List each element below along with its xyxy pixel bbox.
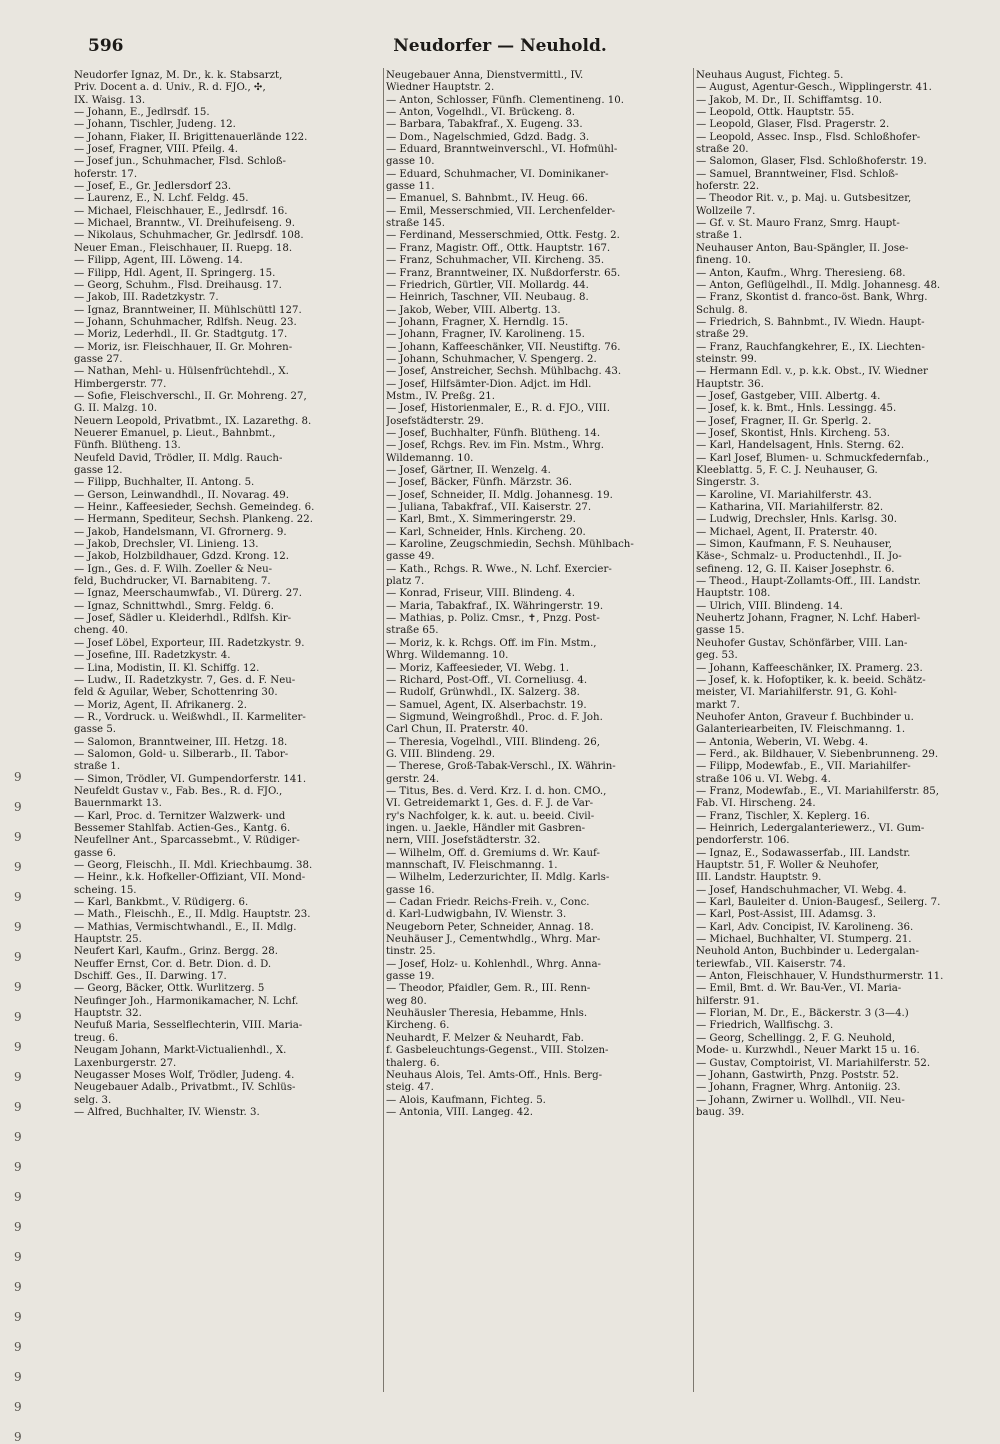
directory-entry: — Michael, Buchhalter, VI. Stumperg. 21. xyxy=(696,934,912,946)
directory-entry: — Eduard, Schuhmacher, VI. Dominikaner- xyxy=(386,168,609,180)
directory-entry: — Samuel, Agent, IX. Alserbachstr. 19. xyxy=(386,699,587,711)
directory-entry: Carl Chun, II. Praterstr. 40. xyxy=(386,724,529,736)
margin-mark: 9 xyxy=(14,1370,22,1384)
column-divider xyxy=(383,68,384,1392)
directory-entry: — Ferd., ak. Bildhauer, V. Siebenbrunneng. 29. xyxy=(696,748,939,760)
directory-entry: — Math., Fleischh., E., II. Mdlg. Hauptstr. 23. xyxy=(74,909,311,921)
page-number: 596 xyxy=(88,36,124,56)
directory-entry: — Simon, Trödler, VI. Gumpendorferstr. 141. xyxy=(74,773,307,785)
directory-entry: — Mathias, p. Poliz. Cmsr., ✝, Pnzg. Post- xyxy=(386,613,600,625)
margin-mark: 9 xyxy=(14,1310,22,1324)
directory-entry: gasse 27. xyxy=(74,353,123,365)
directory-entry: gasse 5. xyxy=(74,724,117,736)
directory-entry: Neuhäusler Theresia, Hebamme, Hnls. xyxy=(386,1008,588,1020)
directory-entry: — Jakob, III. Radetzkystr. 7. xyxy=(74,292,219,304)
directory-column-3 xyxy=(696,70,994,1392)
directory-entry: — Johann, Fragner, Whrg. Antoniig. 23. xyxy=(696,1082,901,1094)
directory-entry: IX. Waisg. 13. xyxy=(74,94,146,106)
directory-entry: — Sofie, Fleischverschl., II. Gr. Mohreng. 27, xyxy=(74,390,307,402)
directory-entry: — August, Agentur-Gesch., Wipplingerstr. 41. xyxy=(696,82,932,94)
directory-entry: Hauptstr. 36. xyxy=(696,378,764,390)
directory-entry: scheing. 15. xyxy=(74,884,137,896)
directory-entry: Wollzeile 7. xyxy=(696,205,756,217)
directory-entry: — Franz, Branntweiner, IX. Nußdorferstr. 65. xyxy=(386,267,621,279)
directory-entry: — Moriz, Kaffeesieder, VI. Webg. 1. xyxy=(386,662,569,674)
directory-entry: — Franz, Skontist d. franco-öst. Bank, Whrg. xyxy=(696,292,928,304)
directory-entry: — Salomon, Branntweiner, III. Hetzg. 18. xyxy=(74,736,288,748)
directory-entry: weg 80. xyxy=(386,995,427,1007)
directory-entry: — Laurenz, E., N. Lchf. Feldg. 45. xyxy=(74,193,249,205)
directory-entry: — Johann, Schuhmacher, V. Spengerg. 2. xyxy=(386,353,597,365)
directory-entry: Galanteriearbeiten, IV. Fleischmanng. 1. xyxy=(696,724,906,736)
directory-entry: — Filipp, Modewfab., E., VII. Mariahilfer- xyxy=(696,761,911,773)
directory-entry: — Johann, Gastwirth, Pnzg. Poststr. 52. xyxy=(696,1069,899,1081)
directory-entry: — Leopold, Glaser, Flsd. Pragerstr. 2. xyxy=(696,119,890,131)
margin-mark: 9 xyxy=(14,1340,22,1354)
directory-entry: selg. 3. xyxy=(74,1094,112,1106)
directory-entry: — Karl, Post-Assist, III. Adamsg. 3. xyxy=(696,909,877,921)
directory-entry: — Franz, Schuhmacher, VII. Kircheng. 35. xyxy=(386,255,605,267)
directory-entry: — Alois, Kaufmann, Fichteg. 5. xyxy=(386,1094,546,1106)
directory-entry: — Jakob, Handelsmann, VI. Gfrornerg. 9. xyxy=(74,526,287,538)
directory-entry: — Emanuel, S. Bahnbmt., IV. Heug. 66. xyxy=(386,193,588,205)
directory-entry: — Ignaz, Schnittwhdl., Smrg. Feldg. 6. xyxy=(74,600,275,612)
directory-entry: sefineng. 12, G. II. Kaiser Josephstr. 6. xyxy=(696,563,895,575)
directory-entry: Neufuß Maria, Sesselflechterin, VIII. Maria- xyxy=(74,1020,303,1032)
directory-entry: — Johann, E., Jedlrsdf. 15. xyxy=(74,107,210,119)
directory-entry: — Georg, Fleischh., II. Mdl. Kriechbaumg. 38. xyxy=(74,860,313,871)
directory-entry: — Josef, Skontist, Hnls. Kircheng. 53. xyxy=(696,427,890,439)
directory-entry: — Anton, Geflügelhdl., II. Mdlg. Johannesg. 48. xyxy=(696,279,941,291)
directory-entry: Bessemer Stahlfab. Actien-Ges., Kantg. 6. xyxy=(74,822,291,834)
directory-entry: — Wilhelm, Lederzurichter, II. Mdlg. Karls- xyxy=(386,872,610,884)
column-divider xyxy=(693,68,694,1392)
directory-entry: Mstm., IV. Preßg. 21. xyxy=(386,390,495,402)
directory-entry: Neuffer Ernst, Cor. d. Betr. Dion. d. D. xyxy=(74,958,272,970)
directory-entry: — Alfred, Buchhalter, IV. Wienstr. 3. xyxy=(74,1106,260,1118)
directory-entry: — Karl, Adv. Concipist, IV. Karolineng. 36. xyxy=(696,921,914,933)
directory-entry: Schulg. 8. xyxy=(696,304,748,316)
directory-entry: — Cadan Friedr. Reichs-Freih. v., Conc. xyxy=(386,897,590,909)
directory-entry: — Johann, Fragner, X. Herndlg. 15. xyxy=(386,316,569,328)
directory-entry: — Georg, Schuhm., Flsd. Dreihausg. 17. xyxy=(74,279,282,291)
directory-entry: — Moriz, isr. Fleischhauer, II. Gr. Mohren- xyxy=(74,341,293,353)
directory-entry: — Richard, Post-Off., VI. Corneliusg. 4. xyxy=(386,674,588,686)
directory-entry: — Josef, Buchhalter, Fünfh. Blütheng. 14. xyxy=(386,427,601,439)
margin-mark: 9 xyxy=(14,860,22,874)
directory-entry: — Dom., Nagelschmied, Gdzd. Badg. 3. xyxy=(386,131,590,143)
directory-entry: — Franz, Modewfab., E., VI. Mariahilferstr. 85, xyxy=(696,785,939,797)
directory-entry: Wiedner Hauptstr. 2. xyxy=(386,82,495,94)
directory-entry: — Josef, Historienmaler, E., R. d. FJO., VIII. xyxy=(386,403,610,415)
directory-entry: Fünfh. Blütheng. 13. xyxy=(74,440,181,452)
directory-entry: feld & Aguilar, Weber, Schottenring 30. xyxy=(74,687,278,699)
directory-entry: Fab. VI. Hirscheng. 24. xyxy=(696,798,816,810)
directory-entry: — Anton, Schlosser, Fünfh. Clementineng. 10. xyxy=(386,94,624,106)
directory-entry: — Emil, Bmt. d. Wr. Bau-Ver., VI. Maria- xyxy=(696,983,902,995)
directory-entry: — Josef, Handschuhmacher, VI. Webg. 4. xyxy=(696,884,907,896)
directory-entry: Neugam Johann, Markt-Victualienhdl., X. xyxy=(74,1045,287,1057)
directory-entry: — Theresia, Vogelhdl., VIII. Blindeng. 26, xyxy=(386,736,600,748)
directory-entry: — Mathias, Vermischtwhandl., E., II. Mdlg. xyxy=(74,921,297,933)
directory-entry: straße 145. xyxy=(386,218,446,230)
directory-entry: Kircheng. 6. xyxy=(386,1020,450,1032)
directory-entry: Laxenburgerstr. 27. xyxy=(74,1057,177,1069)
directory-entry: — Salomon, Gold- u. Silberarb., II. Tabor- xyxy=(74,748,289,760)
directory-entry: — Johann, Kaffeeschänker, VII. Neustiftg. 76. xyxy=(386,341,621,353)
directory-entry: — Barbara, Tabakfraf., X. Eugeng. 33. xyxy=(386,119,583,131)
directory-entry: d. Karl-Ludwigbahn, IV. Wienstr. 3. xyxy=(386,909,567,921)
directory-entry: Neufeldt Gustav v., Fab. Bes., R. d. FJO., xyxy=(74,785,283,797)
directory-entry: — Josefine, III. Radetzkystr. 4. xyxy=(74,650,231,662)
directory-column-1 xyxy=(74,70,382,1392)
directory-entry: — Rudolf, Grünwhdl., IX. Salzerg. 38. xyxy=(386,687,580,699)
directory-entry: — Josef, k. k. Hofoptiker, k. k. beeid. Schätz- xyxy=(696,674,926,686)
directory-entry: — Ignaz, E., Sodawasserfab., III. Landstr. xyxy=(696,847,911,859)
directory-entry: thalerg. 6. xyxy=(386,1057,440,1069)
directory-entry: — Karoline, VI. Mariahilferstr. 43. xyxy=(696,489,872,501)
directory-entry: — Antonia, VIII. Langeg. 42. xyxy=(386,1106,533,1118)
directory-entry: Neuhofer Gustav, Schönfärber, VIII. Lan- xyxy=(696,637,908,649)
directory-entry: straße 20. xyxy=(696,144,749,156)
directory-entry: meister, VI. Mariahilferstr. 91, G. Kohl- xyxy=(696,687,897,699)
directory-entry: fineng. 10. xyxy=(696,255,752,267)
directory-entry: G. VIII. Blindeng. 29. xyxy=(386,748,496,760)
directory-entry: Käse-, Schmalz- u. Productenhdl., II. Jo- xyxy=(696,551,902,563)
directory-entry: Bauernmarkt 13. xyxy=(74,798,162,810)
directory-entry: Neufeld David, Trödler, II. Mdlg. Rauch- xyxy=(74,452,283,464)
directory-entry: — Josef jun., Schuhmacher, Flsd. Schloß- xyxy=(74,156,286,168)
directory-entry: — Anton, Fleischhauer, V. Hundsthurmerstr. 11. xyxy=(696,971,944,983)
directory-entry: — Ferdinand, Messerschmied, Ottk. Festg. 2. xyxy=(386,230,620,242)
directory-entry: — Franz, Tischler, X. Keplerg. 16. xyxy=(696,810,870,822)
directory-entry: — Josef, Hilfsämter-Dion. Adjct. im Hdl. xyxy=(386,378,592,390)
margin-mark: 9 xyxy=(14,1400,22,1414)
directory-entry: straße 29. xyxy=(696,329,749,341)
page-header xyxy=(0,36,1000,66)
directory-entry: f. Gasbeleuchtungs-Gegenst., VIII. Stolzen- xyxy=(386,1045,609,1057)
directory-entry: gasse 6. xyxy=(74,847,117,859)
directory-entry: — Josef, Holz- u. Kohlenhdl., Whrg. Anna- xyxy=(386,958,601,970)
directory-entry: — Samuel, Branntweiner, Flsd. Schloß- xyxy=(696,168,899,180)
directory-entry: — Leopold, Ottk. Hauptstr. 55. xyxy=(696,107,855,119)
directory-entry: Hauptstr. 51, F. Woller & Neuhofer, xyxy=(696,860,879,871)
directory-entry: feld, Buchdrucker, VI. Barnabiteng. 7. xyxy=(74,576,271,588)
directory-entry: — Maria, Tabakfraf., IX. Währingerstr. 19. xyxy=(386,600,604,612)
directory-entry: — Juliana, Tabakfraf., VII. Kaiserstr. 27. xyxy=(386,502,592,514)
directory-entry: tinstr. 25. xyxy=(386,946,436,958)
directory-entry: Neuhaus Alois, Tel. Amts-Off., Hnls. Berg- xyxy=(386,1069,603,1081)
directory-entry: Neuhäuser J., Cementwhdlg., Whrg. Mar- xyxy=(386,934,601,946)
directory-entry: straße 65. xyxy=(386,625,439,637)
directory-entry: — Ign., Ges. d. F. Wilh. Zoeller & Neu- xyxy=(74,563,273,575)
margin-marks xyxy=(14,70,42,1444)
directory-entry: Neuern Leopold, Privatbmt., IX. Lazarethg. 8. xyxy=(74,415,312,427)
directory-entry: — Ludwig, Drechsler, Hnls. Karlsg. 30. xyxy=(696,514,897,526)
directory-entry: teriewfab., VII. Kaiserstr. 74. xyxy=(696,958,846,970)
margin-mark: 9 xyxy=(14,1250,22,1264)
directory-entry: — Therese, Groß-Tabak-Verschl., IX. Währin- xyxy=(386,761,616,773)
directory-entry: gasse 12. xyxy=(74,465,123,476)
directory-entry: — Anton, Kaufm., Whrg. Theresieng. 68. xyxy=(696,267,906,279)
directory-entry: Neugebauer Adalb., Privatbmt., IV. Schlüs- xyxy=(74,1082,296,1094)
directory-entry: — Ignaz, Meerschaumwfab., VI. Dürerg. 27. xyxy=(74,588,302,600)
directory-entry: — Titus, Bes. d. Verd. Krz. I. d. hon. CMO., xyxy=(386,785,607,797)
margin-mark: 9 xyxy=(14,1100,22,1114)
directory-entry: G. II. Malzg. 10. xyxy=(74,403,158,415)
directory-entry: — Karoline, Zeugschmiedin, Sechsh. Mühlbach- xyxy=(386,539,634,551)
directory-entry: — Friedrich, Wallfischg. 3. xyxy=(696,1020,834,1032)
directory-entry: platz 7. xyxy=(386,576,425,588)
margin-mark: 9 xyxy=(14,1280,22,1294)
directory-entry: — Sigmund, Weingroßhdl., Proc. d. F. Joh. xyxy=(386,711,603,723)
directory-entry: Neuhardt, F. Melzer & Neuhardt, Fab. xyxy=(386,1032,584,1044)
directory-entry: — Josef, Fragner, II. Gr. Sperlg. 2. xyxy=(696,415,872,427)
directory-entry: Neufinger Joh., Harmonikamacher, N. Lchf. xyxy=(74,995,299,1007)
running-title: Neudorfer — Neuhold. xyxy=(393,36,607,56)
directory-entry: — Karl, Handelsagent, Hnls. Sterng. 62. xyxy=(696,440,905,452)
directory-entry: Josefstädterstr. 29. xyxy=(386,415,484,427)
directory-entry: steig. 47. xyxy=(386,1082,434,1094)
directory-entry: — Karl, Bankbmt., V. Rüdigerg. 6. xyxy=(74,897,249,909)
directory-entry: — Moriz, Lederhdl., II. Gr. Stadtgutg. 17. xyxy=(74,329,288,341)
directory-entry: — Jakob, Drechsler, VI. Linieng. 13. xyxy=(74,539,259,551)
directory-entry: — Lina, Modistin, II. Kl. Schiffg. 12. xyxy=(74,662,260,674)
directory-entry: — Eduard, Branntweinverschl., VI. Hofmühl- xyxy=(386,144,618,156)
directory-entry: — Josef, Gärtner, II. Wenzelg. 4. xyxy=(386,465,551,476)
directory-entry: cheng. 40. xyxy=(74,625,129,637)
directory-entry: — Hermann Edl. v., p. k.k. Obst., IV. Wiedner xyxy=(696,366,928,378)
directory-entry: — Johann, Zwirner u. Wollhdl., VII. Neu- xyxy=(696,1094,905,1106)
directory-entry: gasse 49. xyxy=(386,551,435,563)
margin-mark: 9 xyxy=(14,950,22,964)
directory-entry: gasse 16. xyxy=(386,884,435,896)
directory-entry: — Johann, Tischler, Judeng. 12. xyxy=(74,119,236,131)
directory-entry: — Wilhelm, Off. d. Gremiums d. Wr. Kauf- xyxy=(386,847,600,859)
directory-entry: — Gerson, Leinwandhdl., II. Novarag. 49. xyxy=(74,489,289,501)
directory-entry: — Josef, Schneider, II. Mdlg. Johannesg. 19. xyxy=(386,489,613,501)
directory-entry: — Florian, M. Dr., E., Bäckerstr. 3 (3—4.) xyxy=(696,1008,909,1020)
directory-column-2 xyxy=(386,70,692,1392)
directory-entry: — Michael, Fleischhauer, E., Jedlrsdf. 16. xyxy=(74,205,288,217)
directory-entry: — Ulrich, VIII. Blindeng. 14. xyxy=(696,600,843,612)
directory-entry: — Filipp, Hdl. Agent, II. Springerg. 15. xyxy=(74,267,276,279)
directory-entry: — Georg, Schellingg. 2, F. G. Neuhold, xyxy=(696,1032,896,1044)
directory-entry: — Michael, Agent, II. Praterstr. 40. xyxy=(696,526,878,538)
margin-mark: 9 xyxy=(14,1190,22,1204)
directory-entry: — Johann, Kaffeeschänker, IX. Pramerg. 23. xyxy=(696,662,923,674)
directory-entry: — Jakob, Holzbildhauer, Gdzd. Krong. 12. xyxy=(74,551,289,563)
directory-entry: — Emil, Messerschmied, VII. Lerchenfelder- xyxy=(386,205,616,217)
directory-entry: — Nathan, Mehl- u. Hülsenfrüchtehdl., X. xyxy=(74,366,289,378)
directory-entry: Priv. Docent a. d. Univ., R. d. FJO., ✣, xyxy=(74,82,266,94)
margin-mark: 9 xyxy=(14,920,22,934)
directory-entry: — Josef, Anstreicher, Sechsh. Mühlbachg. 43. xyxy=(386,366,622,378)
directory-entry: Neuhold Anton, Buchbinder u. Ledergalan- xyxy=(696,946,919,958)
directory-entry: — Karl, Bauleiter d. Union-Baugesf., Seilerg. 7. xyxy=(696,897,941,909)
directory-entry: — Josef, k. k. Bmt., Hnls. Lessingg. 45. xyxy=(696,403,897,415)
directory-entry: — Filipp, Buchhalter, II. Antong. 5. xyxy=(74,477,255,489)
directory-entry: — Moriz, Agent, II. Afrikanerg. 2. xyxy=(74,699,248,711)
directory-entry: III. Landstr. Hauptstr. 9. xyxy=(696,872,822,884)
directory-entry: — Anton, Vogelhdl., VI. Brückeng. 8. xyxy=(386,107,575,119)
directory-entry: — Nikolaus, Schuhmacher, Gr. Jedlrsdf. 108. xyxy=(74,230,304,242)
directory-entry: — Heinrich, Taschner, VII. Neubaug. 8. xyxy=(386,292,589,304)
directory-entry: — Kath., Rchgs. R. Wwe., N. Lchf. Exercier- xyxy=(386,563,612,575)
directory-entry: nern, VIII. Josefstädterstr. 32. xyxy=(386,835,541,847)
directory-entry: VI. Getreidemarkt 1, Ges. d. F. J. de Var- xyxy=(386,798,594,810)
directory-entry: — Heinr., k.k. Hofkeller-Offiziant, VII. Mond- xyxy=(74,872,306,884)
directory-entry: — Georg, Bäcker, Ottk. Wurlitzerg. 5 xyxy=(74,983,265,995)
directory-entry: Mode- u. Kurzwhdl., Neuer Markt 15 u. 16. xyxy=(696,1045,920,1057)
directory-entry: — Karl, Bmt., X. Simmeringerstr. 29. xyxy=(386,514,576,526)
margin-mark: 9 xyxy=(14,890,22,904)
margin-mark: 9 xyxy=(14,770,22,784)
directory-entry: Hauptstr. 25. xyxy=(74,934,142,946)
directory-entry: markt 7. xyxy=(696,699,740,711)
margin-mark: 9 xyxy=(14,1130,22,1144)
margin-mark: 9 xyxy=(14,1010,22,1024)
directory-entry: hoferstr. 17. xyxy=(74,168,138,180)
directory-entry: — Franz, Magistr. Off., Ottk. Hauptstr. 167. xyxy=(386,242,611,254)
directory-entry: — Heinr., Kaffeesieder, Sechsh. Gemeindeg. 6. xyxy=(74,502,315,514)
margin-mark: 9 xyxy=(14,980,22,994)
directory-entry: Neuerer Emanuel, p. Lieut., Bahnbmt., xyxy=(74,427,276,439)
directory-entry: — Jakob, M. Dr., II. Schiffamtsg. 10. xyxy=(696,94,882,106)
directory-entry: Neuhaus August, Fichteg. 5. xyxy=(696,70,844,81)
directory-entry: ry's Nachfolger, k. k. aut. u. beeid. Civil- xyxy=(386,810,595,822)
directory-entry: — Friedrich, S. Bahnbmt., IV. Wiedn. Haupt- xyxy=(696,316,925,328)
directory-entry: — Simon, Kaufmann, F. S. Neuhauser, xyxy=(696,539,892,551)
directory-entry: Hauptstr. 32. xyxy=(74,1008,142,1020)
directory-entry: gerstr. 24. xyxy=(386,773,440,785)
margin-mark: 9 xyxy=(14,1070,22,1084)
directory-entry: — Konrad, Friseur, VIII. Blindeng. 4. xyxy=(386,588,575,600)
directory-entry: Neuhofer Anton, Graveur f. Buchbinder u. xyxy=(696,711,914,723)
margin-mark: 9 xyxy=(14,1430,22,1444)
directory-entry: — Josef, Sädler u. Kleiderhdl., Rdlfsh. Kir- xyxy=(74,613,292,625)
margin-mark: 9 xyxy=(14,1220,22,1234)
directory-entry: Neuhertz Johann, Fragner, N. Lchf. Haberl- xyxy=(696,613,921,625)
directory-entry: straße 106 u. VI. Webg. 4. xyxy=(696,773,831,785)
directory-entry: Neudorfer Ignaz, M. Dr., k. k. Stabsarzt, xyxy=(74,70,283,81)
directory-entry: Neugeborn Peter, Schneider, Annag. 18. xyxy=(386,921,594,933)
directory-entry: — Theodor, Pfaidler, Gem. R., III. Renn- xyxy=(386,983,591,995)
directory-entry: — Johann, Schuhmacher, Rdlfsh. Neug. 23. xyxy=(74,316,297,328)
directory-entry: — Karl Josef, Blumen- u. Schmuckfedernfab., xyxy=(696,452,930,464)
directory-entry: — Antonia, Weberin, VI. Webg. 4. xyxy=(696,736,869,748)
directory-entry: steinstr. 99. xyxy=(696,353,757,365)
directory-entry: — Josef, Gastgeber, VIII. Albertg. 4. xyxy=(696,390,881,402)
directory-entry: Neufellner Ant., Sparcassebmt., V. Rüdiger- xyxy=(74,835,300,847)
directory-entry: — Theodor Rit. v., p. Maj. u. Gutsbesitzer, xyxy=(696,193,912,205)
margin-mark: 9 xyxy=(14,800,22,814)
directory-entry: Dschiff. Ges., II. Darwing. 17. xyxy=(74,971,227,983)
directory-entry: — Jakob, Weber, VIII. Albertg. 13. xyxy=(386,304,561,316)
directory-entry: Wildemanng. 10. xyxy=(386,452,474,464)
directory-entry: gasse 19. xyxy=(386,971,435,983)
directory-entry: — Filipp, Agent, III. Löweng. 14. xyxy=(74,255,243,267)
directory-entry: — Josef, Fragner, VIII. Pfeilg. 4. xyxy=(74,144,238,156)
directory-entry: treug. 6. xyxy=(74,1032,119,1044)
directory-entry: gasse 15. xyxy=(696,625,745,637)
directory-entry: — Ignaz, Branntweiner, II. Mühlschüttl 127. xyxy=(74,304,302,316)
directory-entry: Neufert Karl, Kaufm., Grinz. Bergg. 28. xyxy=(74,946,278,958)
directory-entry: hilferstr. 91. xyxy=(696,995,760,1007)
directory-entry: gasse 10. xyxy=(386,156,435,168)
directory-entry: Whrg. Wildemanng. 10. xyxy=(386,650,509,662)
directory-entry: mannschaft, IV. Fleischmanng. 1. xyxy=(386,860,558,871)
directory-entry: — Johann, Fragner, IV. Karolineng. 15. xyxy=(386,329,585,341)
margin-mark: 9 xyxy=(14,830,22,844)
directory-entry: ingen. u. Jaekle, Händler mit Gasbren- xyxy=(386,822,586,834)
directory-entry: baug. 39. xyxy=(696,1106,745,1118)
directory-entry: geg. 53. xyxy=(696,650,738,662)
directory-entry: gasse 11. xyxy=(386,181,435,193)
directory-entry: Hauptstr. 108. xyxy=(696,588,771,600)
directory-entry: — Josef Löbel, Exporteur, III. Radetzkystr. 9. xyxy=(74,637,305,649)
directory-entry: — Michael, Branntw., VI. Dreihufeiseng. 9. xyxy=(74,218,295,230)
directory-entry: Neuer Eman., Fleischhauer, II. Ruepg. 18. xyxy=(74,242,293,254)
directory-entry: straße 1. xyxy=(74,761,121,773)
directory-entry: Neuhauser Anton, Bau-Spängler, II. Jose- xyxy=(696,242,909,254)
directory-entry: — Moriz, k. k. Rchgs. Off. im Fin. Mstm., xyxy=(386,637,597,649)
directory-entry: — Gf. v. St. Mauro Franz, Smrg. Haupt- xyxy=(696,218,900,230)
directory-entry: — Theod., Haupt-Zollamts-Off., III. Landstr. xyxy=(696,576,921,588)
directory-entry: — Gustav, Comptoirist, VI. Mariahilferstr. 52. xyxy=(696,1057,931,1069)
directory-entry: — Ludw., II. Radetzkystr. 7, Ges. d. F. Neu- xyxy=(74,674,296,686)
directory-entry: — Katharina, VII. Mariahilferstr. 82. xyxy=(696,502,884,514)
directory-entry: Neugebauer Anna, Dienstvermittl., IV. xyxy=(386,70,584,81)
directory-entry: — Johann, Fiaker, II. Brigittenauerlände 122. xyxy=(74,131,308,143)
directory-entry: — Heinrich, Ledergalanteriewerz., VI. Gum- xyxy=(696,822,925,834)
directory-entry: — Franz, Rauchfangkehrer, E., IX. Liechten- xyxy=(696,341,925,353)
directory-entry: pendorferstr. 106. xyxy=(696,835,790,847)
directory-entry: — Hermann, Spediteur, Sechsh. Plankeng. 22. xyxy=(74,514,314,526)
directory-entry: — Josef, Bäcker, Fünfh. Märzstr. 36. xyxy=(386,477,572,489)
directory-entry: — Josef, Rchgs. Rev. im Fin. Mstm., Whrg. xyxy=(386,440,604,452)
directory-entry: — Josef, E., Gr. Jedlersdorf 23. xyxy=(74,181,232,193)
margin-mark: 9 xyxy=(14,1160,22,1174)
directory-entry: — Karl, Schneider, Hnls. Kircheng. 20. xyxy=(386,526,586,538)
margin-mark: 9 xyxy=(14,1040,22,1054)
directory-entry: — Friedrich, Gürtler, VII. Mollardg. 44. xyxy=(386,279,589,291)
directory-entry: — Leopold, Assec. Insp., Flsd. Schloßhofer- xyxy=(696,131,921,143)
directory-entry: Singerstr. 3. xyxy=(696,477,760,489)
directory-entry: — Salomon, Glaser, Flsd. Schloßhoferstr. 19. xyxy=(696,156,927,168)
directory-entry: Himbergerstr. 77. xyxy=(74,378,167,390)
directory-entry: — Karl, Proc. d. Ternitzer Walzwerk- und xyxy=(74,810,286,822)
directory-entry: Kleeblattg. 5, F. C. J. Neuhauser, G. xyxy=(696,465,878,476)
directory-entry: — R., Vordruck. u. Weißwhdl., II. Karmeliter- xyxy=(74,711,306,723)
directory-entry: straße 1. xyxy=(696,230,743,242)
directory-entry: hoferstr. 22. xyxy=(696,181,760,193)
directory-entry: Neugasser Moses Wolf, Trödler, Judeng. 4. xyxy=(74,1069,295,1081)
